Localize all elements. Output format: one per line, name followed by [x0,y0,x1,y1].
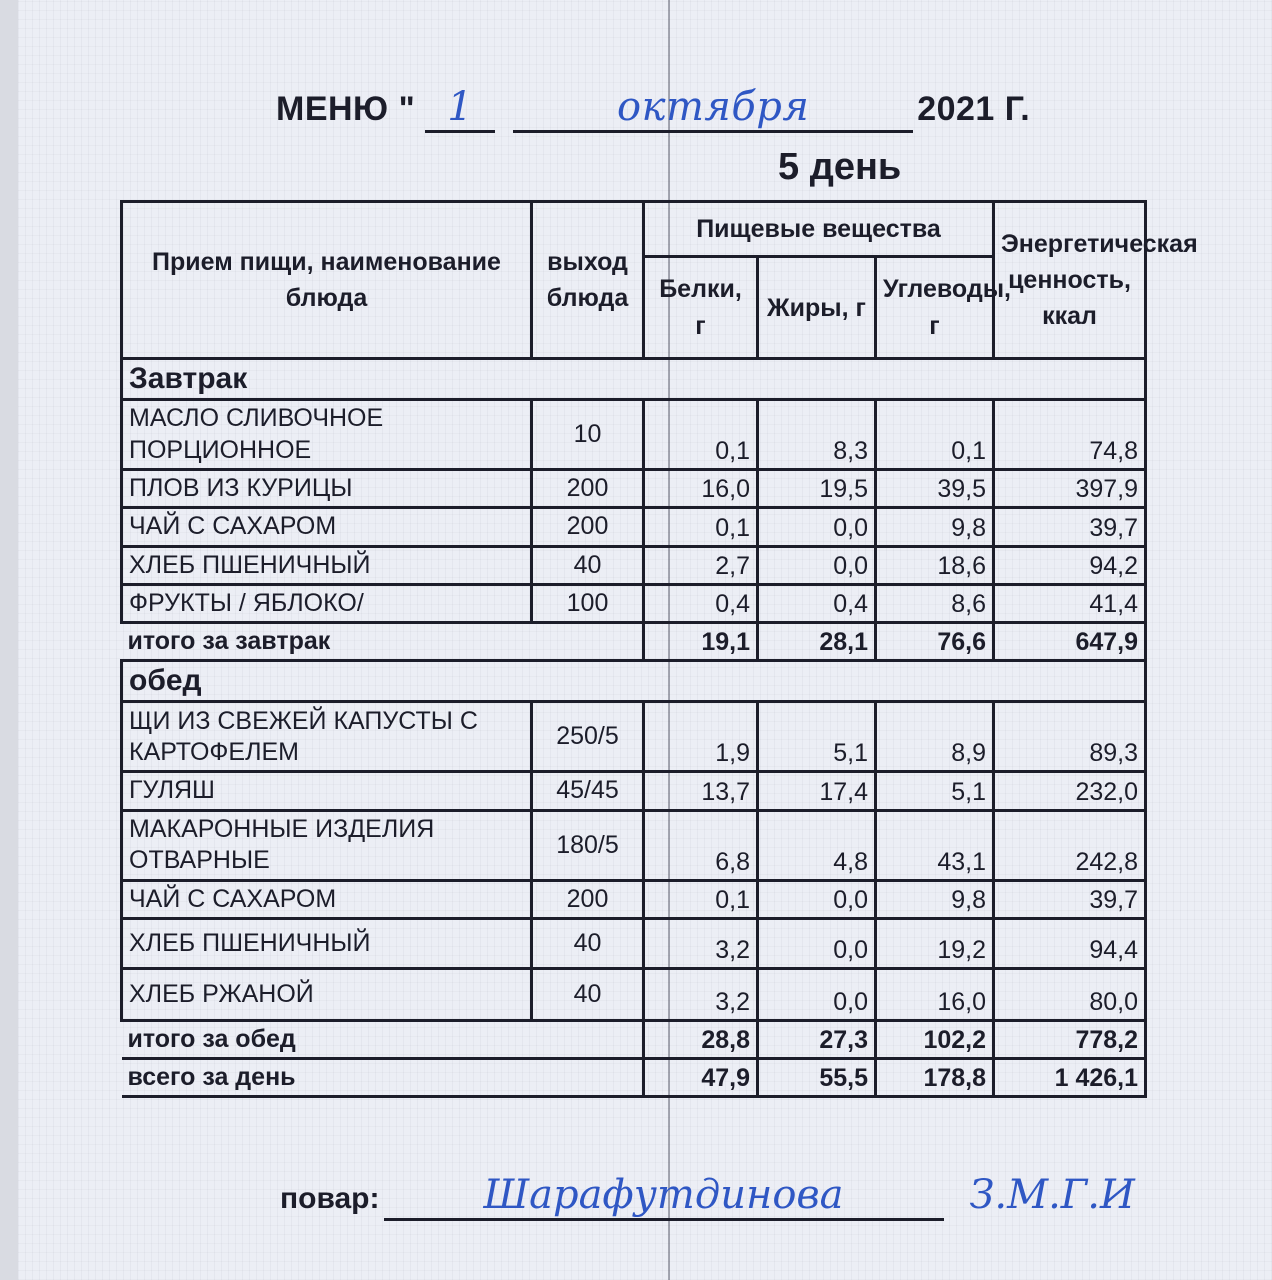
total-carbs: 102,2 [876,1020,994,1058]
dish-energy: 74,8 [994,400,1146,470]
total-label: итого за обед [122,1020,644,1058]
dish-name: ЧАЙ С САХАРОМ [122,508,532,546]
dish-energy: 94,4 [994,918,1146,968]
table-header-row [122,202,1146,257]
handwritten-cook-name: Шарафутдинова [384,1172,944,1221]
table-row [122,772,1146,810]
dish-protein: 0,4 [644,584,758,622]
section-title: обед [122,661,1146,702]
dish-name: МАКАРОННЫЕ ИЗДЕЛИЯ ОТВАРНЫЕ [122,810,532,880]
table-row [122,880,1146,918]
dish-name: ФРУКТЫ / ЯБЛОКО/ [122,584,532,622]
table-row [122,470,1146,508]
dish-carbs: 16,0 [876,968,994,1020]
dish-fat: 0,0 [758,968,876,1020]
table-row [122,918,1146,968]
cook-signature-line [280,1172,1135,1221]
total-energy: 1 426,1 [994,1059,1146,1097]
dish-name: ХЛЕБ ПШЕНИЧНЫЙ [122,918,532,968]
dish-protein: 1,9 [644,702,758,772]
dish-name: ХЛЕБ РЖАНОЙ [122,968,532,1020]
column-header-carbs: Углеводы, г [876,257,994,359]
dish-energy: 80,0 [994,968,1146,1020]
total-fat: 55,5 [758,1059,876,1097]
column-header-energy: Энергетическая ценность, ккал [994,202,1146,359]
menu-title-prefix: МЕНЮ " [276,90,416,128]
dish-energy: 397,9 [994,470,1146,508]
table-row [122,702,1146,772]
dish-fat: 0,0 [758,508,876,546]
table-row [122,508,1146,546]
dish-yield: 200 [532,470,644,508]
menu-header [276,84,1030,133]
dish-protein: 0,1 [644,400,758,470]
column-header-yield: выход блюда [532,202,644,359]
total-carbs: 178,8 [876,1059,994,1097]
total-fat: 28,1 [758,623,876,661]
dish-yield: 40 [532,546,644,584]
dish-name: ПЛОВ ИЗ КУРИЦЫ [122,470,532,508]
dish-protein: 6,8 [644,810,758,880]
dish-yield: 100 [532,584,644,622]
section-title: Завтрак [122,359,1146,400]
dish-yield: 200 [532,880,644,918]
total-label: итого за завтрак [122,623,644,661]
dish-carbs: 9,8 [876,508,994,546]
dish-protein: 3,2 [644,918,758,968]
dish-protein: 2,7 [644,546,758,584]
dish-carbs: 5,1 [876,772,994,810]
dish-fat: 0,4 [758,584,876,622]
total-protein: 47,9 [644,1059,758,1097]
section-breakfast [122,359,1146,400]
section-lunch [122,661,1146,702]
handwritten-cook-initials: З.М.Г.И [969,1172,1135,1218]
dish-carbs: 0,1 [876,400,994,470]
dish-carbs: 18,6 [876,546,994,584]
dish-carbs: 43,1 [876,810,994,880]
handwritten-date-month: октября [513,84,913,133]
dish-fat: 4,8 [758,810,876,880]
dish-energy: 242,8 [994,810,1146,880]
dish-energy: 89,3 [994,702,1146,772]
dish-protein: 13,7 [644,772,758,810]
dish-protein: 0,1 [644,508,758,546]
menu-day-label: 5 день [778,146,902,188]
table-row [122,584,1146,622]
dish-protein: 3,2 [644,968,758,1020]
dish-carbs: 39,5 [876,470,994,508]
dish-carbs: 19,2 [876,918,994,968]
dish-name: ХЛЕБ ПШЕНИЧНЫЙ [122,546,532,584]
column-header-nutrients: Пищевые вещества [644,202,994,257]
dish-energy: 39,7 [994,880,1146,918]
dish-yield: 45/45 [532,772,644,810]
dish-name: ГУЛЯШ [122,772,532,810]
dish-energy: 41,4 [994,584,1146,622]
handwritten-date-day: 1 [425,84,495,133]
lunch-total-row [122,1020,1146,1058]
dish-yield: 40 [532,968,644,1020]
dish-fat: 0,0 [758,918,876,968]
dish-carbs: 9,8 [876,880,994,918]
total-carbs: 76,6 [876,623,994,661]
dish-fat: 8,3 [758,400,876,470]
total-label: всего за день [122,1059,644,1097]
dish-energy: 94,2 [994,546,1146,584]
dish-carbs: 8,6 [876,584,994,622]
table-row [122,810,1146,880]
column-header-dish: Прием пищи, наименование блюда [122,202,532,359]
dish-fat: 17,4 [758,772,876,810]
dish-yield: 10 [532,400,644,470]
dish-yield: 250/5 [532,702,644,772]
table-row [122,968,1146,1020]
dish-fat: 19,5 [758,470,876,508]
dish-yield: 40 [532,918,644,968]
total-energy: 647,9 [994,623,1146,661]
dish-protein: 0,1 [644,880,758,918]
dish-name: МАСЛО СЛИВОЧНОЕ ПОРЦИОННОЕ [122,400,532,470]
dish-fat: 5,1 [758,702,876,772]
day-total-row [122,1059,1146,1097]
dish-name: ЧАЙ С САХАРОМ [122,880,532,918]
dish-yield: 200 [532,508,644,546]
menu-year: 2021 Г. [917,90,1031,128]
total-fat: 27,3 [758,1020,876,1058]
column-header-fat: Жиры, г [758,257,876,359]
total-protein: 28,8 [644,1020,758,1058]
dish-fat: 0,0 [758,880,876,918]
menu-table [120,200,1198,1098]
dish-energy: 39,7 [994,508,1146,546]
dish-carbs: 8,9 [876,702,994,772]
column-header-protein: Белки, г [644,257,758,359]
table-row [122,400,1146,470]
dish-fat: 0,0 [758,546,876,584]
dish-name: ЩИ ИЗ СВЕЖЕЙ КАПУСТЫ С КАРТОФЕЛЕМ [122,702,532,772]
total-energy: 778,2 [994,1020,1146,1058]
breakfast-total-row [122,623,1146,661]
total-protein: 19,1 [644,623,758,661]
table-row [122,546,1146,584]
dish-energy: 232,0 [994,772,1146,810]
dish-yield: 180/5 [532,810,644,880]
cook-label: повар: [280,1182,380,1215]
dish-protein: 16,0 [644,470,758,508]
